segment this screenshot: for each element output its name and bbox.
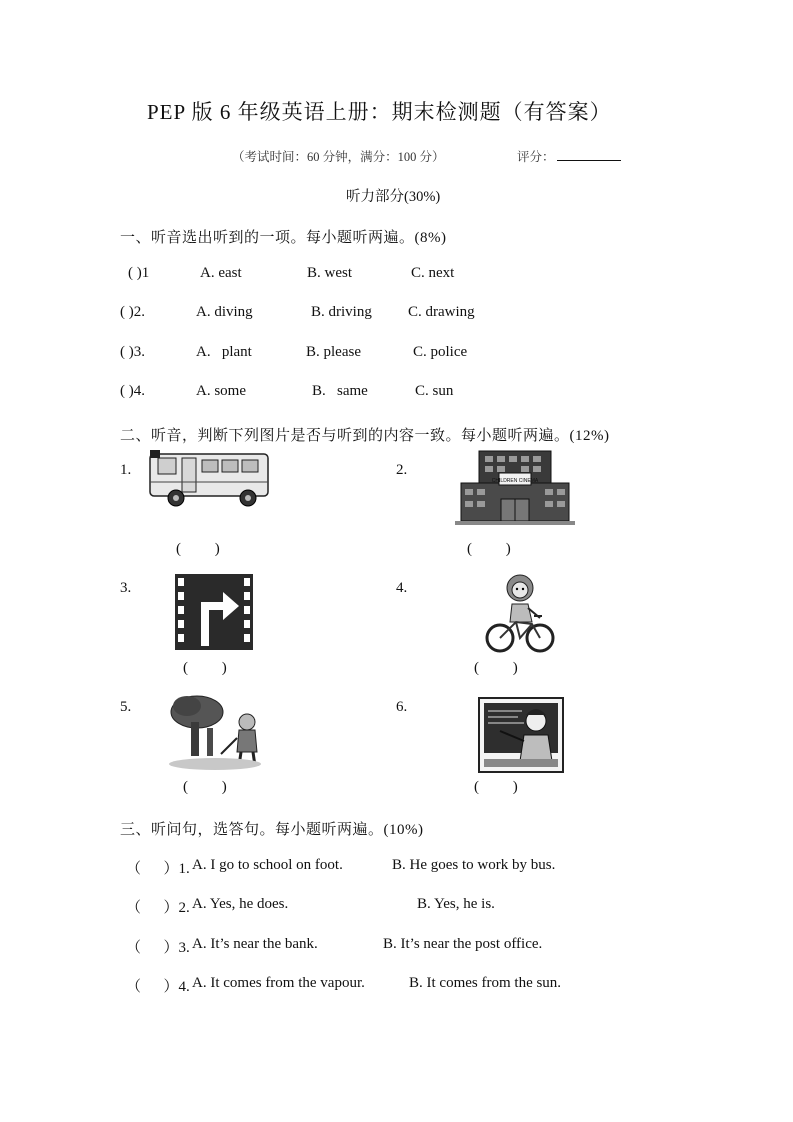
- page-title: PEP 版 6 年级英语上册：期末检测题（有答案）: [147, 100, 612, 124]
- option-b: B. driving: [311, 304, 372, 320]
- option-a: A. It’s near the bank.: [192, 936, 318, 952]
- option-b: B. please: [306, 344, 361, 360]
- section3-title: 三、听问句，选答句。每小题听两遍。(10%): [120, 822, 424, 838]
- option-a: A. diving: [196, 304, 253, 320]
- option-a: A. east: [200, 265, 242, 281]
- option-c: C. police: [413, 344, 468, 360]
- section2-title: 二、听音，判断下列图片是否与听到的内容一致。每小题听两遍。(12%): [120, 428, 610, 444]
- picture-number: 1.: [120, 462, 132, 478]
- person-planting-tree-picture: [167, 692, 265, 772]
- answer-blank[interactable]: （ ）1.: [126, 861, 190, 877]
- boy-riding-bike-picture: [484, 572, 556, 656]
- option-a: A. I go to school on foot.: [192, 857, 343, 873]
- option-b: B. same: [312, 383, 368, 399]
- answer-blank[interactable]: （ ）4.: [126, 979, 190, 995]
- answer-blank[interactable]: ( ): [183, 660, 227, 676]
- answer-blank[interactable]: ( ): [176, 541, 220, 557]
- listening-part-title: 听力部分(30%): [346, 189, 441, 205]
- option-c: C. sun: [415, 383, 454, 399]
- building-picture: [455, 447, 575, 527]
- picture-number: 4.: [396, 580, 408, 596]
- answer-blank[interactable]: ( ): [474, 779, 518, 795]
- option-a: A. It comes from the vapour.: [192, 975, 365, 991]
- exam-info: （考试时间：60 分钟，满分：100 分）: [232, 150, 445, 164]
- option-b: B. It comes from the sun.: [409, 975, 562, 991]
- turn-right-sign-picture: [175, 574, 253, 650]
- option-b: B. west: [307, 265, 352, 281]
- picture-number: 5.: [120, 699, 132, 715]
- score-field: [517, 147, 621, 165]
- section1-title: 一、听音选出听到的一项。每小题听两遍。(8%): [120, 230, 447, 246]
- building-sign: CHILDREN CINEMA: [491, 478, 539, 484]
- answer-blank[interactable]: ( )4.: [120, 383, 145, 399]
- option-c: C. next: [411, 265, 455, 281]
- teacher-at-blackboard-picture: [478, 697, 564, 773]
- answer-blank[interactable]: ( )2.: [120, 304, 145, 320]
- answer-blank[interactable]: ( ): [474, 660, 518, 676]
- answer-blank[interactable]: （ ）3.: [126, 940, 190, 956]
- answer-blank[interactable]: ( )3.: [120, 344, 145, 360]
- option-c: C. drawing: [408, 304, 475, 320]
- option-a: A. some: [196, 383, 246, 399]
- option-a: A. plant: [196, 344, 252, 360]
- picture-number: 3.: [120, 580, 132, 596]
- answer-blank[interactable]: （ ）2.: [126, 900, 190, 916]
- score-label: 评分：: [517, 150, 555, 164]
- answer-blank[interactable]: ( )1: [128, 265, 150, 281]
- picture-number: 6.: [396, 699, 408, 715]
- option-b: B. He goes to work by bus.: [392, 857, 556, 873]
- answer-blank[interactable]: ( ): [183, 779, 227, 795]
- score-blank[interactable]: [557, 148, 621, 161]
- bus-picture: [146, 448, 272, 510]
- option-b: B. Yes, he is.: [417, 896, 495, 912]
- option-a: A. Yes, he does.: [192, 896, 289, 912]
- option-b: B. It’s near the post office.: [383, 936, 543, 952]
- answer-blank[interactable]: ( ): [467, 541, 511, 557]
- picture-number: 2.: [396, 462, 408, 478]
